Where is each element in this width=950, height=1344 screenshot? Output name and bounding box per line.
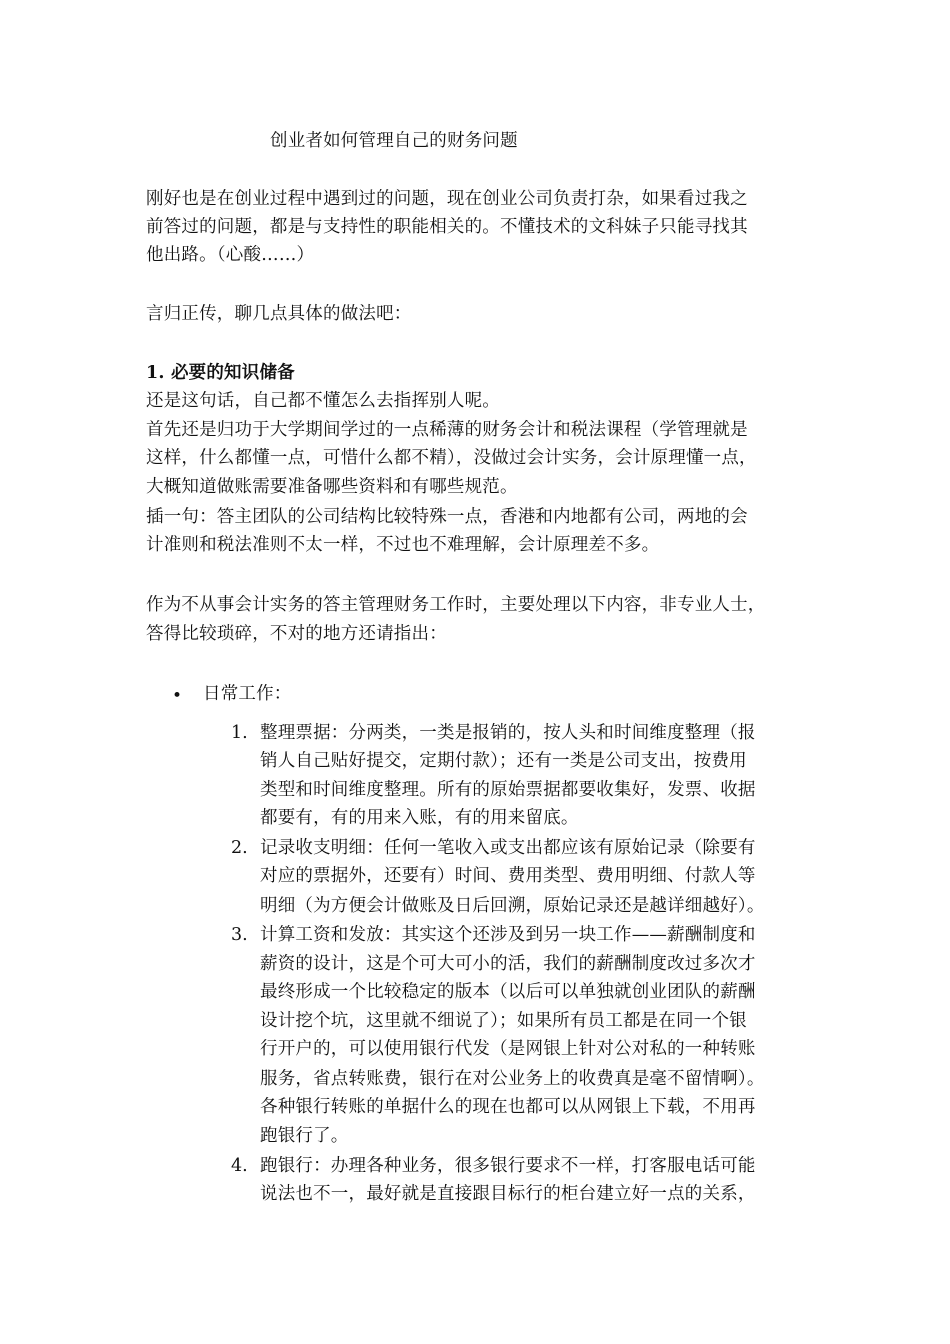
intro-line-1: 刚好也是在创业过程中遇到过的问题，现在创业公司负责打杂，如果看过我之 (146, 189, 748, 209)
list-item-3-line-6: 服务，省点转账费，银行在对公业务上的收费真是毫不留情啊）。 (260, 1069, 765, 1089)
document-title: 创业者如何管理自己的财务问题 (270, 131, 518, 151)
list-item-number-2: 2. (231, 838, 248, 858)
list-item-4-line-1: 跑银行：办理各种业务，很多银行要求不一样，打客服电话可能 (260, 1156, 756, 1176)
list-item-2-line-1: 记录收支明细：任何一笔收入或支出都应该有原始记录（除要有 (260, 838, 756, 858)
intro-line-3: 他出路。（心酸……） (146, 245, 315, 265)
section-line-6: 计准则和税法准则不太一样，不过也不难理解，会计原理差不多。 (146, 535, 660, 555)
intro-line-2: 前答过的问题，都是与支持性的职能相关的。不懂技术的文科妹子只能寻找其 (146, 217, 748, 237)
list-item-3-line-1: 计算工资和发放：其实这个还涉及到另一块工作——薪酬制度和 (260, 925, 756, 945)
list-item-1-line-4: 都要有，有的用来入账，有的用来留底。 (260, 808, 579, 828)
list-item-3-line-3: 最终形成一个比较稳定的版本（以后可以单独就创业团队的薪酬 (260, 982, 756, 1002)
work-paragraph-line-1: 作为不从事会计实务的答主管理财务工作时，主要处理以下内容，非专业人士， (146, 595, 766, 615)
list-item-1-line-3: 类型和时间维度整理。所有的原始票据都要收集好，发票、收据 (260, 780, 756, 800)
list-item-3-line-7: 各种银行转账的单据什么的现在也都可以从网银上下载，不用再 (260, 1097, 756, 1117)
work-paragraph-line-2: 答得比较琐碎，不对的地方还请指出： (146, 624, 447, 644)
list-item-3-line-8: 跑银行了。 (260, 1126, 349, 1146)
list-item-number-4: 4. (231, 1156, 248, 1176)
transition-line: 言归正传，聊几点具体的做法吧： (146, 304, 412, 324)
section-line-3: 这样，什么都懂一点，可惜什么都不精），没做过会计实务，会计原理懂一点， (146, 448, 757, 468)
list-item-4-line-2: 说法也不一，最好就是直接跟目标行的柜台建立好一点的关系， (260, 1184, 756, 1204)
section-line-4: 大概知道做账需要准备哪些资料和有哪些规范。 (146, 477, 518, 497)
list-item-2-line-3: 明细（为方便会计做账及日后回溯，原始记录还是越详细越好）。 (260, 896, 765, 916)
section-line-1: 还是这句话，自己都不懂怎么去指挥别人呢。 (146, 391, 500, 411)
list-item-3-line-2: 薪资的设计，这是个可大可小的活，我们的薪酬制度改过多次才 (260, 954, 756, 974)
section-line-5: 插一句：答主团队的公司结构比较特殊一点，香港和内地都有公司，两地的会 (146, 507, 748, 527)
section-line-2: 首先还是归功于大学期间学过的一点稀薄的财务会计和税法课程（学管理就是 (146, 420, 748, 440)
section-heading: 1. 必要的知识储备 (146, 363, 295, 383)
list-item-3-line-4: 设计挖个坑，这里就不细说了）；如果所有员工都是在同一个银 (260, 1011, 747, 1031)
list-item-3-line-5: 行开户的，可以使用银行代发（是网银上针对公对私的一种转账 (260, 1039, 756, 1059)
list-item-number-3: 3. (231, 925, 248, 945)
list-item-number-1: 1. (231, 723, 248, 743)
list-item-2-line-2: 对应的票据外，还要有）时间、费用类型、费用明细、付款人等 (260, 866, 756, 886)
bullet-label: 日常工作： (203, 684, 292, 704)
list-item-1-line-2: 销人自己贴好提交，定期付款）；还有一类是公司支出，按费用 (260, 751, 747, 771)
bullet-icon: • (172, 686, 183, 706)
list-item-1-line-1: 整理票据：分两类，一类是报销的，按人头和时间维度整理（报 (260, 723, 756, 743)
